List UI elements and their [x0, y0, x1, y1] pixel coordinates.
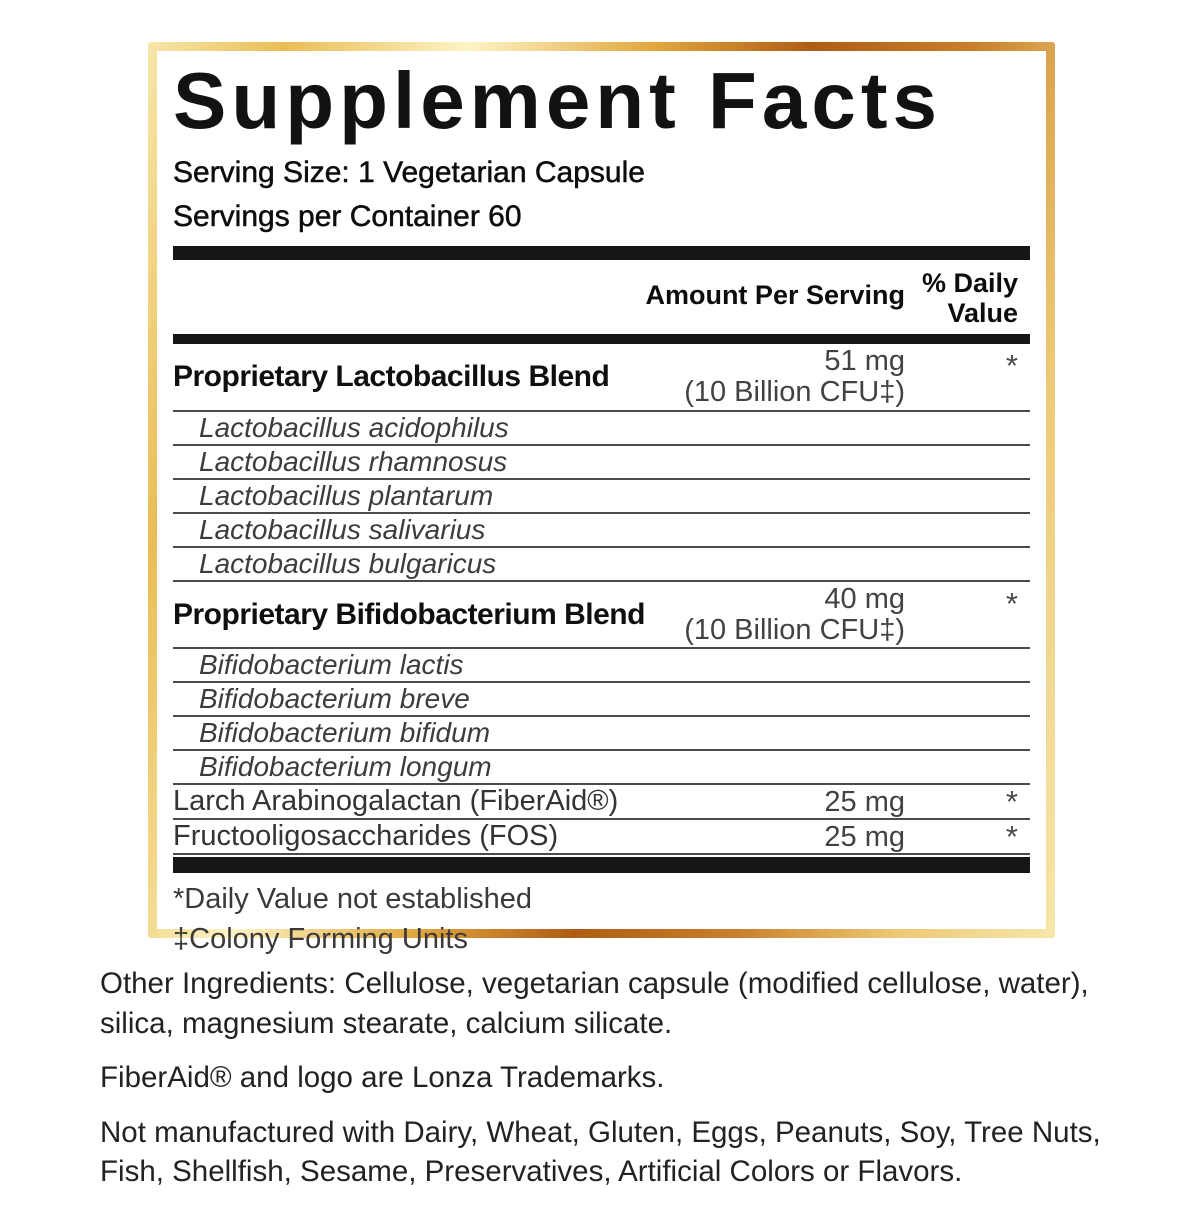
daily-value-mark: *	[1005, 784, 1018, 820]
other-ingredients-text: Other Ingredients: Cellulose, vegetarian capsule (modified cellulose, water), silica, magnesium stearate, calcium silicate.	[100, 967, 1089, 1040]
amount-cell	[655, 346, 905, 407]
column-header-daily-value: % Daily Value	[921, 268, 1018, 329]
divider-thick-bottom	[173, 857, 1030, 873]
amount-value: 25 mg	[824, 820, 905, 853]
daily-value-mark: *	[1005, 819, 1018, 855]
ingredient-row-l-plantarum	[173, 480, 1030, 514]
ingredient-row-b-lactis	[173, 649, 1030, 683]
ingredient-name: Lactobacillus acidophilus	[199, 411, 509, 443]
daily-value-mark: *	[1005, 585, 1018, 621]
amount-cfu: (10 Billion CFU‡)	[684, 613, 905, 646]
daily-value-cell	[905, 584, 1030, 619]
daily-value-mark: *	[1005, 348, 1018, 384]
amount-cell	[655, 787, 905, 818]
ingredient-name: Fructooligosaccharides (FOS)	[173, 820, 559, 853]
ingredient-name: Larch Arabinogalactan (FiberAid®)	[173, 785, 619, 818]
amount-value: 51 mg	[824, 345, 905, 378]
servings-per-container-line: Servings per Container 60	[173, 200, 522, 233]
amount-cell	[655, 822, 905, 853]
ingredient-row-l-rhamnosus	[173, 446, 1030, 480]
daily-value-cell	[905, 784, 1030, 820]
ingredient-row-larch-arabinogalactan	[173, 785, 1030, 820]
column-header-row	[173, 260, 1030, 334]
footnote-daily-value: *Daily Value not established	[173, 883, 532, 916]
ingredient-name: Proprietary Bifidobacterium Blend	[173, 597, 645, 631]
supplement-facts-panel	[157, 51, 1046, 955]
amount-cell	[655, 584, 905, 645]
ingredient-name: Bifidobacterium lactis	[199, 649, 464, 681]
gold-border-frame	[148, 42, 1055, 955]
divider-thick-top	[173, 246, 1030, 260]
panel-title: Supplement Facts	[173, 56, 943, 145]
ingredient-name: Lactobacillus bulgaricus	[199, 547, 497, 579]
footnote-cfu: ‡Colony Forming Units	[173, 922, 468, 955]
ingredient-name: Lactobacillus plantarum	[199, 479, 494, 511]
allergen-statement-text: Not manufactured with Dairy, Wheat, Gluten, Eggs, Peanuts, Soy, Tree Nuts, Fish, Shellfish, Sesame, Preservatives, Artificial Colors or Flavors.	[100, 1115, 1101, 1189]
ingredient-row-l-salivarius	[173, 514, 1030, 548]
ingredient-row-l-acidophilus	[173, 412, 1030, 446]
ingredient-row-bifidobacterium-blend	[173, 582, 1030, 649]
ingredient-name: Lactobacillus rhamnosus	[199, 445, 508, 477]
daily-value-cell	[905, 346, 1030, 384]
footnotes	[173, 882, 1030, 961]
serving-size-line: Serving Size: 1 Vegetarian Capsule	[173, 156, 645, 189]
ingredient-row-l-bulgaricus	[173, 548, 1030, 582]
divider-medium	[173, 334, 1030, 344]
ingredient-name: Lactobacillus salivarius	[199, 513, 486, 545]
trademark-text: FiberAid® and logo are Lonza Trademarks.	[100, 1061, 665, 1095]
below-panel-text	[100, 964, 1108, 1207]
column-header-amount-per-serving: Amount Per Serving	[645, 280, 905, 310]
ingredient-name: Bifidobacterium breve	[199, 683, 470, 715]
ingredient-row-b-breve	[173, 683, 1030, 717]
ingredient-row-fructooligosaccharides	[173, 820, 1030, 855]
ingredient-row-b-longum	[173, 751, 1030, 785]
daily-value-cell	[905, 819, 1030, 855]
ingredient-name: Bifidobacterium longum	[199, 751, 492, 783]
amount-cfu: (10 Billion CFU‡)	[684, 376, 905, 409]
amount-value: 25 mg	[824, 785, 905, 818]
ingredient-name: Bifidobacterium bifidum	[199, 717, 491, 749]
ingredient-row-b-bifidum	[173, 717, 1030, 751]
amount-value: 40 mg	[824, 582, 905, 615]
ingredient-row-lactobacillus-blend	[173, 344, 1030, 411]
ingredient-name: Proprietary Lactobacillus Blend	[173, 360, 610, 394]
